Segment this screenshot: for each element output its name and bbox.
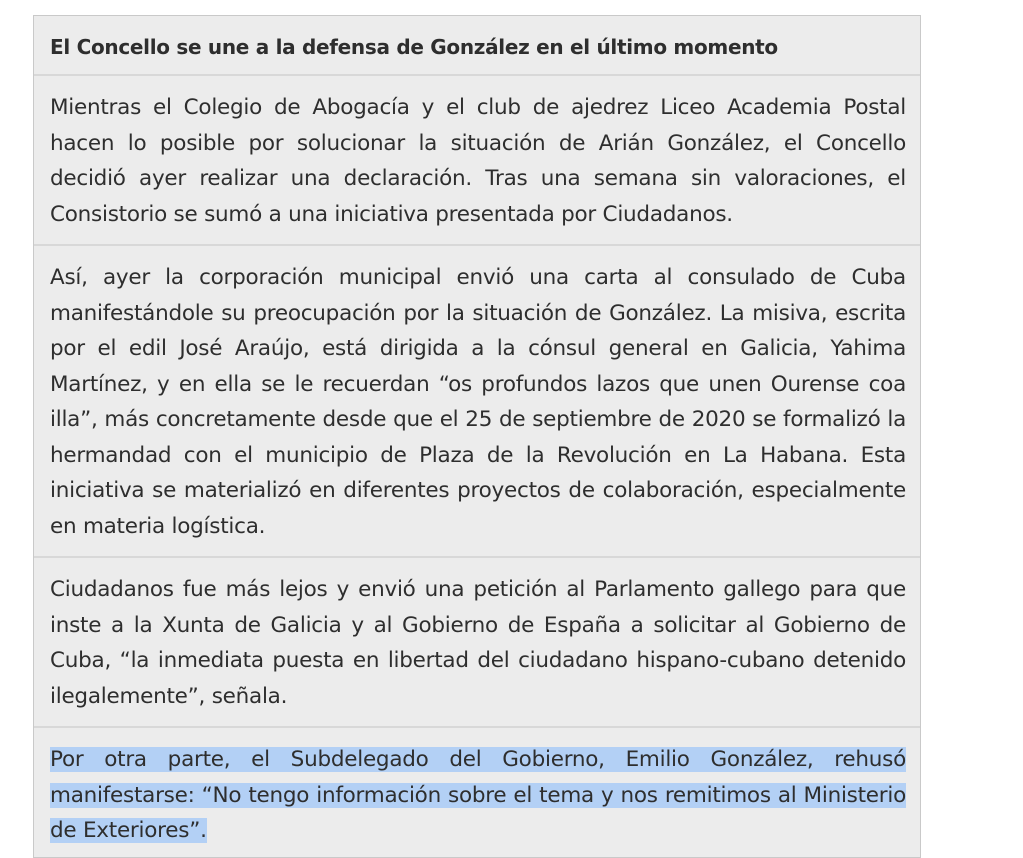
paragraph-4[interactable] xyxy=(34,728,920,857)
paragraph-3: Ciudadanos fue más lejos y envió una petición al Parlamento gallego para que inste a la Xunta de Galicia y al Gobierno de España a solicitar al Gobierno de Cuba, “la inmediata puesta en libertad del ciudadano hispano-cubano detenido ilegalemente”, señala. xyxy=(34,558,920,728)
box-title: El Concello se une a la defensa de González en el último momento xyxy=(34,16,920,76)
paragraph-1: Mientras el Colegio de Abogacía y el club de ajedrez Liceo Academia Postal hacen lo posible por solucionar la situación de Arián González, el Concello decidió ayer realizar una declaración. Tras una semana sin valoraciones, el Consistorio se sumó a una iniciativa presentada por Ciudadanos. xyxy=(34,76,920,246)
article-sidebar-box xyxy=(33,15,921,858)
paragraph-2: Así, ayer la corporación municipal envió una carta al consulado de Cuba manifestándole su preocupación por la situación de González. La misiva, escrita por el edil José Araújo, está dirigida a la cónsul general en Galicia, Yahima Martínez, y en ella se le recuerdan “os profundos lazos que unen Ourense coa illa”, más concretamente desde que el 25 de septiembre de 2020 se formalizó la hermandad con el municipio de Plaza de la Revolución en La Habana. Esta iniciativa se materializó en diferentes proyectos de colaboración, especialmente en materia logística. xyxy=(34,246,920,558)
selected-text[interactable]: Por otra parte, el Subdelegado del Gobierno, Emilio González, rehusó manifestarse: “No tengo información sobre el tema y nos remitimos al Ministerio de Exteriores”. xyxy=(50,747,906,843)
